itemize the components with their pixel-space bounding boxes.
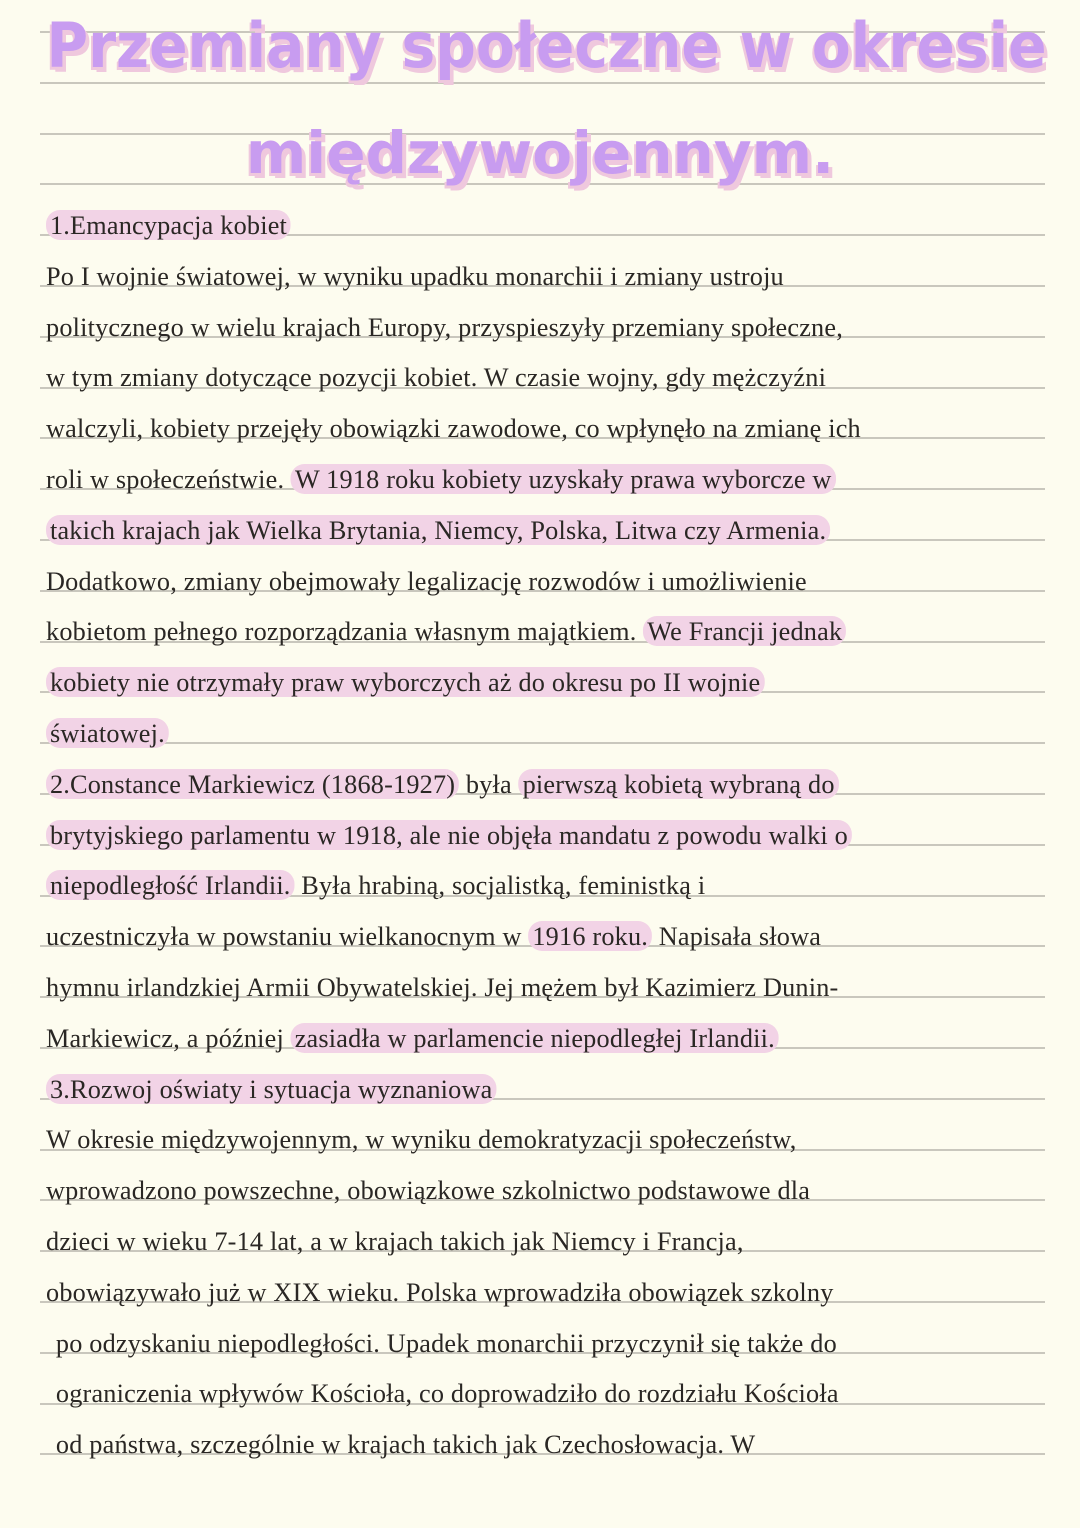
text-line [46,1270,1036,1321]
text-line [46,1016,1036,1067]
text-line [46,406,1036,457]
text-segment: walczyli, kobiety przejęły obowiązki zawodowe, co wpłynęło na zmianę ich [46,413,861,444]
page-title-line-2-text: międzywojennym. [245,119,835,187]
text-line [46,457,1036,508]
text-line [46,1168,1036,1219]
text-line [46,660,1036,711]
highlighted-text: 1916 roku. [528,921,652,951]
text-line [46,355,1036,406]
text-segment: dzieci w wieku 7-14 lat, a w krajach takich jak Niemcy i Francja, [46,1225,744,1256]
text-line [46,1422,1036,1473]
page-title-line-2 [0,119,1080,187]
highlighted-text: 3.Rozwoj oświaty i sytuacja wyznaniowa [46,1074,496,1104]
text-line [46,813,1036,864]
text-line [46,508,1036,559]
highlighted-text: 1.Emancypacja kobiet [46,210,291,240]
highlighted-text: kobiety nie otrzymały praw wyborczych aż do okresu po II wojnie [46,667,764,697]
text-segment: była [459,768,519,799]
text-segment: po odzyskaniu niepodległości. Upadek monarchii przyczynił się także do [55,1327,837,1358]
text-line [46,1321,1036,1372]
text-line [46,305,1036,356]
text-line [46,1219,1036,1270]
page-title-line-1 [0,9,1080,82]
text-line [46,1371,1036,1422]
highlighted-text: 2.Constance Markiewicz (1868-1927) [46,769,459,799]
text-segment: w tym zmiany dotyczące pozycji kobiet. W czasie wojny, gdy mężczyźni [46,362,827,393]
highlighted-text: pierwszą kobietą wybraną do [519,769,839,799]
text-line [46,1117,1036,1168]
text-segment: uczestniczyła w powstaniu wielkanocnym w [46,921,529,952]
highlighted-text: W 1918 roku kobiety uzyskały prawa wyborcze w [291,464,836,494]
text-segment: Napisała słowa [651,921,822,952]
text-segment: Dodatkowo, zmiany obejmowały legalizację rozwodów i umożliwienie [46,565,807,596]
text-segment: kobietom pełnego rozporządzania własnym majątkiem. [46,616,644,647]
text-segment: Po I wojnie światowej, w wyniku upadku monarchii i zmiany ustroju [46,260,784,291]
highlighted-text: zasiadła w parlamencie niepodległej Irlandii. [291,1023,779,1053]
highlighted-text: brytyjskiego parlamentu w 1918, ale nie objęła mandatu z powodu walki o [46,820,852,850]
text-line [46,609,1036,660]
text-line [46,863,1036,914]
highlighted-text: niepodległość Irlandii. [46,870,295,900]
text-line [46,559,1036,610]
text-segment: wprowadzono powszechne, obowiązkowe szkolnictwo podstawowe dla [46,1175,811,1206]
ruled-line [40,82,1045,84]
text-segment: Markiewicz, a później [46,1022,291,1053]
text-segment: W okresie międzywojennym, w wyniku demokratyzacji społeczeństw, [46,1124,797,1155]
highlighted-text: We Francji jednak [643,616,846,646]
text-segment: obowiązywało już w XIX wieku. Polska wprowadziła obowiązek szkolny [46,1276,834,1307]
note-body [46,203,1046,1473]
text-segment: roli w społeczeństwie. [46,463,291,494]
text-segment: ograniczenia wpływów Kościoła, co doprowadziło do rozdziału Kościoła [55,1378,839,1409]
text-segment: politycznego w wielu krajach Europy, przyspieszyły przemiany społeczne, [46,311,843,342]
text-line [46,254,1036,305]
text-line [46,965,1036,1016]
highlighted-text: światowej. [46,718,169,748]
text-segment: Była hrabiną, socjalistką, feministką i [294,870,706,901]
text-line [46,762,1036,813]
text-segment: od państwa, szczególnie w krajach takich jak Czechosłowacja. W [55,1429,756,1460]
text-line [46,914,1036,965]
text-line [46,711,1036,762]
highlighted-text: takich krajach jak Wielka Brytania, Niemcy, Polska, Litwa czy Armenia. [46,515,830,545]
text-segment: hymnu irlandzkiej Armii Obywatelskiej. Jej mężem był Kazimierz Dunin- [46,971,839,1002]
text-line [46,1067,1036,1118]
text-line [46,203,1036,254]
page-title-line-1-text: Przemiany społeczne w okresie [46,9,1047,82]
